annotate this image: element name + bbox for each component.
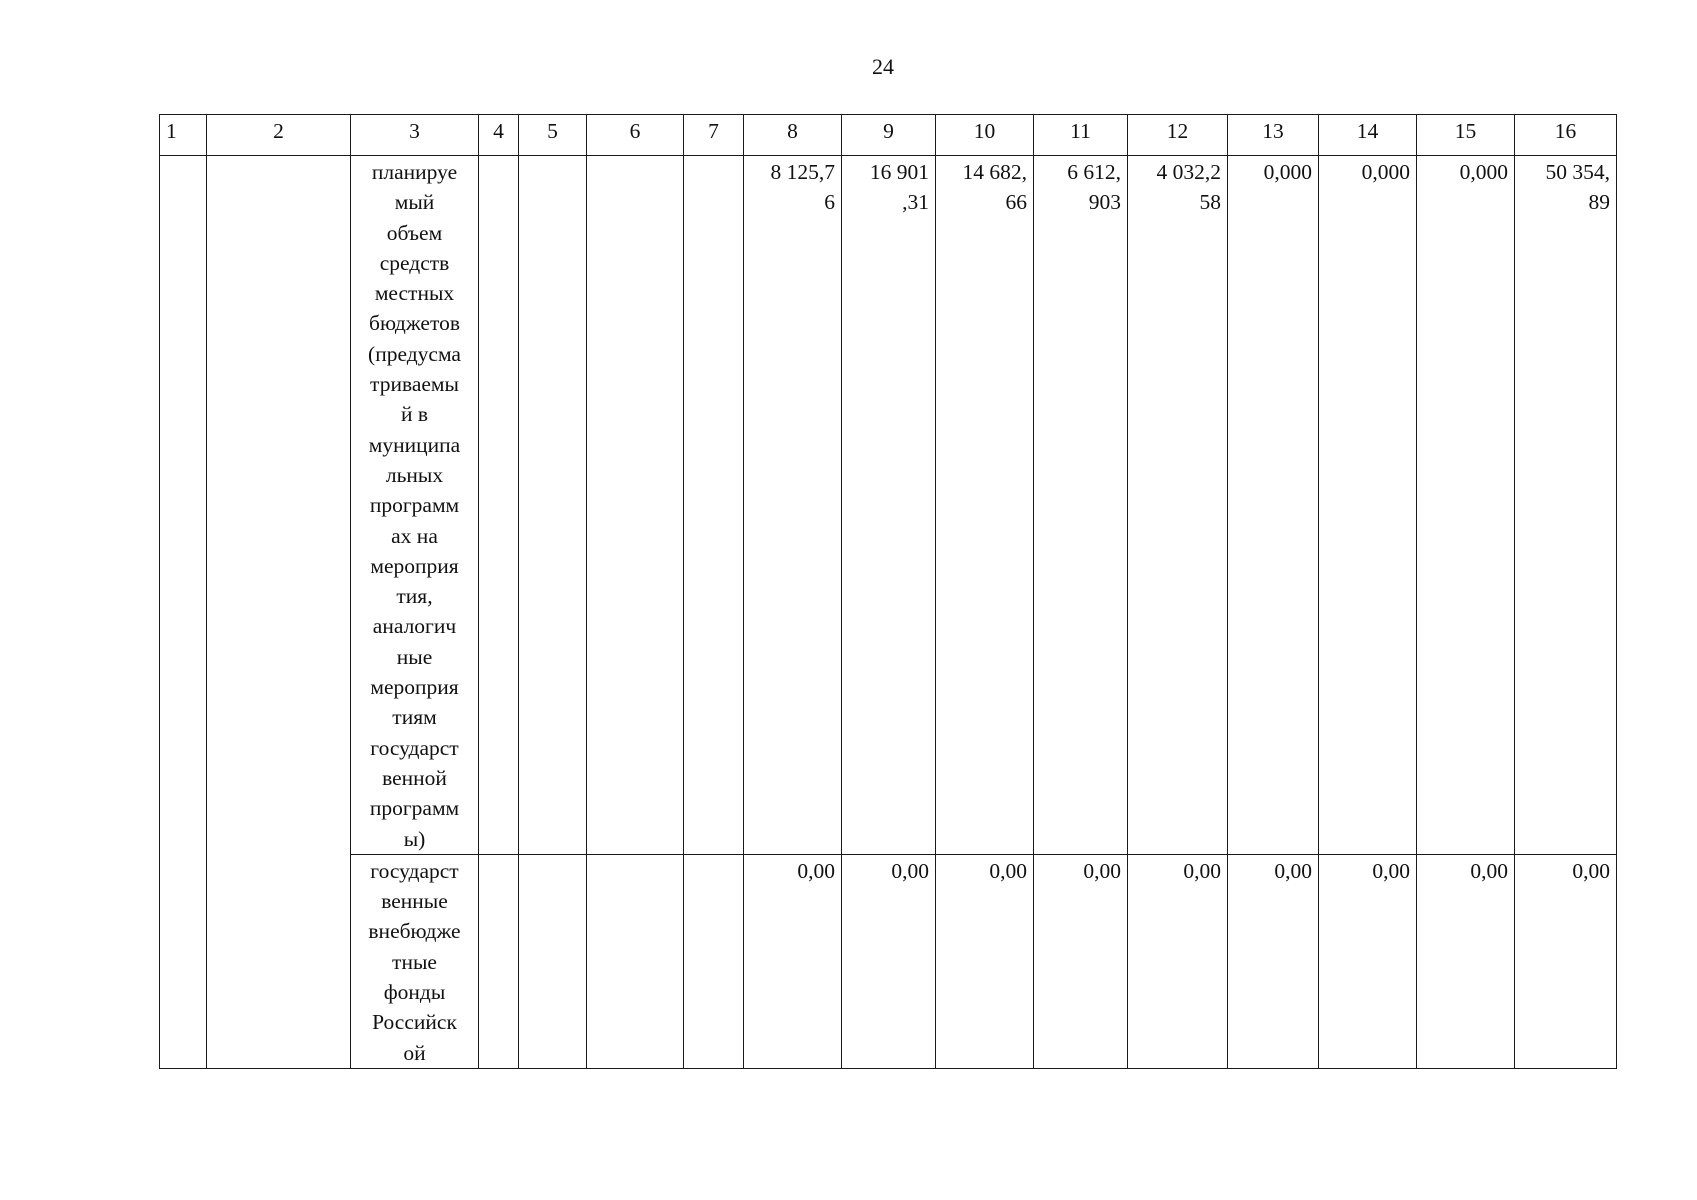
value-cell — [1228, 156, 1319, 855]
cell-text-line: 0,00 — [1274, 858, 1312, 883]
value-cell — [744, 156, 842, 855]
cell-text-line: мероприя — [370, 675, 459, 700]
column-number-header: 11 — [1034, 115, 1128, 156]
column-number-header: 16 — [1515, 115, 1617, 156]
table-row-local-budgets — [160, 156, 1617, 855]
page-number: 24 — [872, 54, 894, 79]
budget-table — [159, 114, 1617, 1069]
empty-cell — [587, 156, 684, 855]
column-number-header: 8 — [744, 115, 842, 156]
column-number-header: 2 — [207, 115, 351, 156]
value-cell — [1034, 854, 1128, 1068]
value-cell — [936, 156, 1034, 855]
cell-text-line: 14 682, — [962, 160, 1027, 184]
value-cell — [1417, 854, 1515, 1068]
value-cell — [1128, 854, 1228, 1068]
cell-text-line: венные — [381, 889, 448, 914]
cell-text-line: ы) — [403, 826, 426, 851]
cell-text-line: мероприя — [370, 553, 459, 578]
cell-text-line: 0,000 — [1459, 160, 1508, 184]
cell-text-line: 0,000 — [1361, 160, 1410, 184]
cell-text-line: 6 — [824, 190, 835, 215]
cell-text-line: триваемы — [370, 372, 459, 397]
row-label-local-budgets — [351, 156, 479, 855]
column-number-header: 7 — [684, 115, 744, 156]
cell-text-line: й в — [400, 402, 429, 427]
column-number-header: 1 — [160, 115, 207, 156]
cell-text-line: фонды — [383, 980, 446, 1005]
value-cell — [1228, 854, 1319, 1068]
cell-text-line: программ — [369, 493, 460, 518]
column-number-row — [160, 115, 1617, 156]
column-number-header: 13 — [1228, 115, 1319, 156]
cell-text-line: объем — [386, 220, 443, 245]
value-cell — [1417, 156, 1515, 855]
cell-text-line: (предусма — [368, 341, 461, 366]
cell-text-line: средств — [379, 250, 450, 275]
cell-text-line: 0,00 — [1372, 858, 1410, 883]
value-cell — [744, 854, 842, 1068]
cell-text-line: ,31 — [902, 190, 929, 215]
cell-text-line: 4 032,2 — [1156, 160, 1221, 184]
cell-text-line: 50 354, — [1545, 160, 1610, 184]
empty-cell — [519, 854, 587, 1068]
cell-text-line: венной — [382, 765, 447, 790]
empty-cell — [207, 156, 351, 1069]
cell-text-line: 0,00 — [1470, 858, 1508, 883]
empty-cell — [160, 156, 207, 1069]
empty-cell — [479, 156, 519, 855]
empty-cell — [684, 854, 744, 1068]
cell-text-line: Российск — [372, 1010, 457, 1035]
cell-text-line: ные — [396, 644, 433, 669]
cell-text-line: 58 — [1199, 190, 1221, 215]
empty-cell — [587, 854, 684, 1068]
cell-text-line: 66 — [1005, 190, 1027, 215]
cell-text-line: 903 — [1088, 190, 1121, 215]
cell-text-line: ой — [403, 1040, 426, 1065]
cell-text-line: тные — [392, 949, 437, 974]
column-number-header: 6 — [587, 115, 684, 156]
row-label-extrabudgetary-funds — [351, 854, 479, 1068]
column-number-header: 3 — [351, 115, 479, 156]
value-cell — [1034, 156, 1128, 855]
empty-cell — [519, 156, 587, 855]
cell-text-line: льных — [385, 462, 444, 487]
column-number-header: 15 — [1417, 115, 1515, 156]
cell-text-line: планируе — [371, 160, 458, 184]
column-number-header: 10 — [936, 115, 1034, 156]
value-cell — [842, 854, 936, 1068]
cell-text-line: внебюдже — [368, 919, 461, 944]
cell-text-line: 6 612, — [1067, 160, 1121, 184]
cell-text-line: ах на — [391, 523, 438, 548]
column-number-header: 12 — [1128, 115, 1228, 156]
cell-text-line: 0,000 — [1263, 160, 1312, 184]
value-cell — [1515, 156, 1617, 855]
cell-text-line: 0,00 — [1083, 858, 1121, 883]
cell-text-line: аналогич — [372, 614, 457, 639]
column-number-header: 4 — [479, 115, 519, 156]
value-cell — [1319, 156, 1417, 855]
cell-text-line: 0,00 — [891, 858, 929, 883]
value-cell — [1319, 854, 1417, 1068]
cell-text-line: 0,00 — [797, 858, 835, 883]
cell-text-line: государст — [370, 858, 459, 883]
cell-text-line: бюджетов — [369, 311, 460, 336]
cell-text-line: 0,00 — [1572, 858, 1610, 883]
cell-text-line: тия, — [396, 584, 433, 609]
column-number-header: 5 — [519, 115, 587, 156]
cell-text-line: местных — [374, 281, 455, 306]
cell-text-line: 8 125,7 — [770, 160, 835, 184]
column-number-header: 9 — [842, 115, 936, 156]
column-number-header: 14 — [1319, 115, 1417, 156]
cell-text-line: тиям — [392, 705, 437, 730]
cell-text-line: 0,00 — [989, 858, 1027, 883]
empty-cell — [684, 156, 744, 855]
value-cell — [842, 156, 936, 855]
cell-text-line: мый — [394, 190, 435, 215]
cell-text-line: программ — [369, 796, 460, 821]
cell-text-line: 16 901 — [869, 160, 929, 184]
value-cell — [936, 854, 1034, 1068]
empty-cell — [479, 854, 519, 1068]
cell-text-line: 0,00 — [1183, 858, 1221, 883]
cell-text-line: государст — [370, 735, 459, 760]
value-cell — [1128, 156, 1228, 855]
value-cell — [1515, 854, 1617, 1068]
cell-text-line: муниципа — [368, 432, 461, 457]
cell-text-line: 89 — [1588, 190, 1610, 215]
table-row-extrabudgetary-funds — [160, 854, 1617, 1068]
